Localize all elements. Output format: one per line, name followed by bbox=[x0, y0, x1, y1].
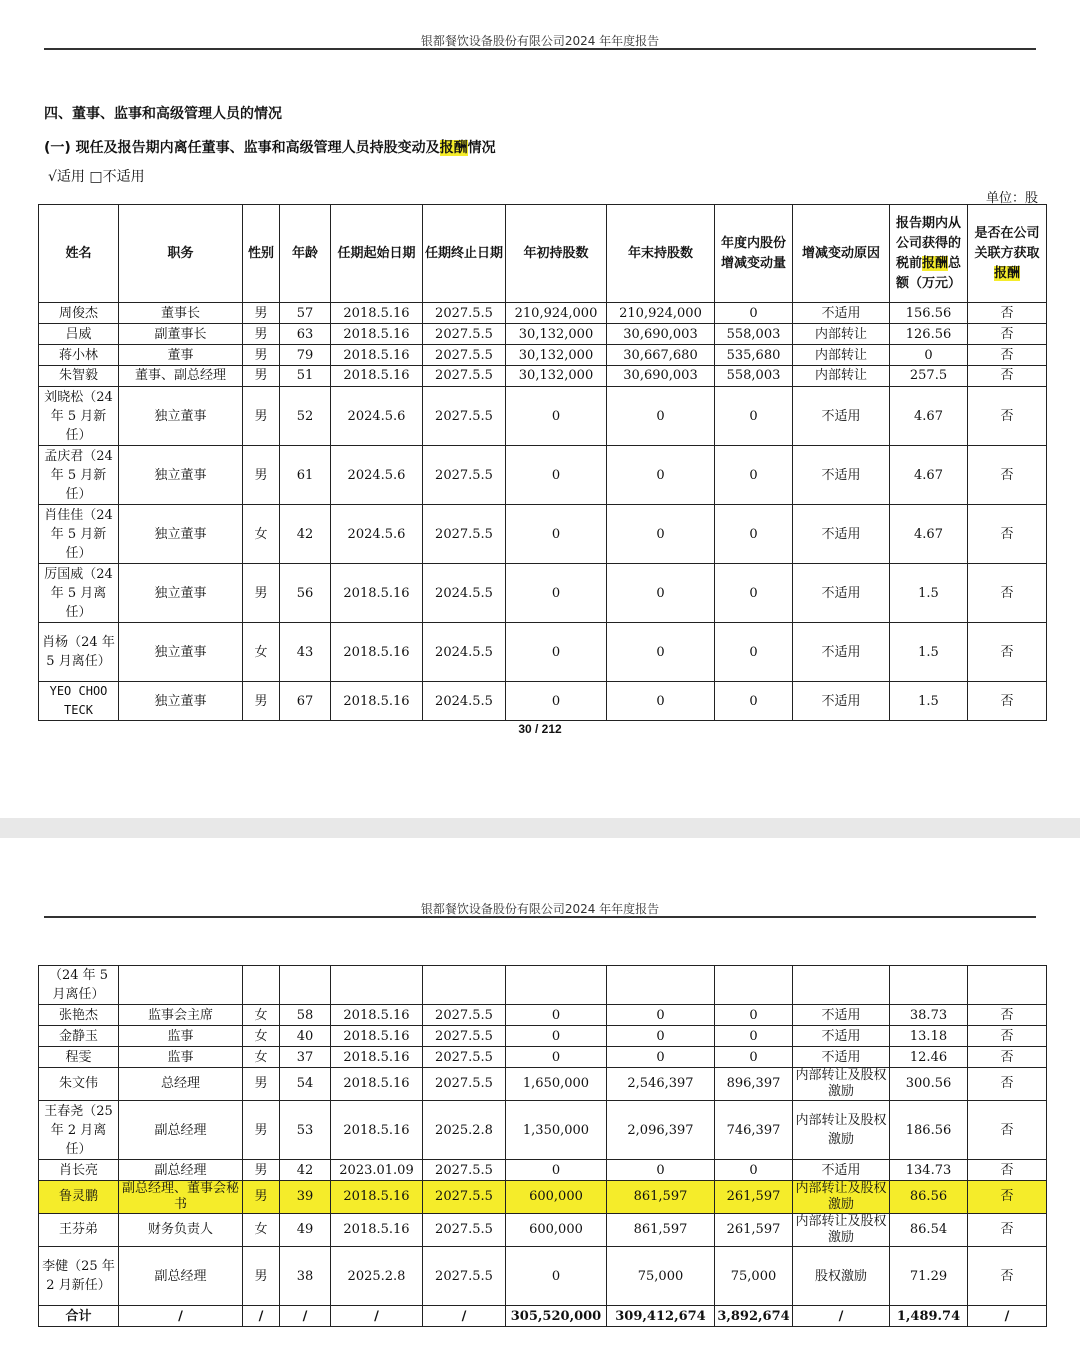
table-cell: 0 bbox=[607, 623, 715, 682]
table-cell: 男 bbox=[243, 1101, 280, 1160]
table-cell: 董事、副总经理 bbox=[119, 366, 243, 387]
table-cell: 861,597 bbox=[607, 1214, 715, 1247]
table-cell: 2018.5.16 bbox=[331, 324, 423, 345]
table-cell: 30,132,000 bbox=[506, 324, 607, 345]
related-label-a: 是否在公司关联方获取 bbox=[974, 225, 1040, 261]
table-cell: 副总经理 bbox=[119, 1101, 243, 1160]
shareholding-table-part1 bbox=[38, 204, 1047, 721]
table-cell: 0 bbox=[506, 564, 607, 623]
table-cell: 0 bbox=[715, 446, 793, 505]
table-cell: 否 bbox=[968, 446, 1047, 505]
table-cell: 0 bbox=[607, 505, 715, 564]
table-cell: 0 bbox=[506, 682, 607, 721]
table-cell: 不适用 bbox=[793, 682, 890, 721]
table-cell: 71.29 bbox=[890, 1247, 968, 1306]
table-cell: 朱智毅 bbox=[39, 366, 119, 387]
pay-label-b: 总额（万元） bbox=[895, 255, 962, 291]
table-cell: 0 bbox=[715, 1026, 793, 1047]
table-cell: 程雯 bbox=[39, 1047, 119, 1068]
table-cell: 内部转让 bbox=[793, 324, 890, 345]
table-row bbox=[39, 1068, 1047, 1101]
table-cell: 2027.5.5 bbox=[423, 1068, 506, 1101]
table-cell: 内部转让 bbox=[793, 345, 890, 366]
table-cell: 2027.5.5 bbox=[423, 366, 506, 387]
table-cell: 38.73 bbox=[890, 1005, 968, 1026]
table-cell: 57 bbox=[280, 303, 331, 324]
table-cell: 37 bbox=[280, 1047, 331, 1068]
table-cell: 2024.5.6 bbox=[331, 505, 423, 564]
table-cell: 2018.5.16 bbox=[331, 1068, 423, 1101]
table-cell: 吕威 bbox=[39, 324, 119, 345]
table-cell: 2025.2.8 bbox=[331, 1247, 423, 1306]
table-cell: 2025.2.8 bbox=[423, 1101, 506, 1160]
table-cell: 不适用 bbox=[793, 1026, 890, 1047]
total-cell: / bbox=[243, 1306, 280, 1327]
table-cell: 周俊杰 bbox=[39, 303, 119, 324]
col-header-shares-end: 年末持股数 bbox=[607, 205, 715, 303]
table-cell: 2018.5.16 bbox=[331, 1047, 423, 1068]
table-cell: 2027.5.5 bbox=[423, 1005, 506, 1026]
table-cell: 0 bbox=[715, 564, 793, 623]
table-cell: 261,597 bbox=[715, 1214, 793, 1247]
table-cell: 67 bbox=[280, 682, 331, 721]
table-cell: 董事长 bbox=[119, 303, 243, 324]
table-cell: 不适用 bbox=[793, 387, 890, 446]
table-cell: 否 bbox=[968, 324, 1047, 345]
table-cell: 2018.5.16 bbox=[331, 1181, 423, 1214]
pay-highlight: 报酬 bbox=[921, 255, 948, 271]
table-cell: 0 bbox=[506, 1160, 607, 1181]
col-header-reason: 增减变动原因 bbox=[793, 205, 890, 303]
table-cell: 厉国威（24 年 5 月离任） bbox=[39, 564, 119, 623]
table-cell: 2027.5.5 bbox=[423, 1026, 506, 1047]
table-cell: YEO CHOO TECK bbox=[39, 682, 119, 721]
table-row bbox=[39, 623, 1047, 682]
table-row bbox=[39, 324, 1047, 345]
pay-label-a: 报告期内从公司获得的税前 bbox=[895, 215, 961, 271]
table-cell: 女 bbox=[243, 1047, 280, 1068]
subsection-heading bbox=[44, 137, 496, 157]
table-row bbox=[39, 446, 1047, 505]
table-cell: 0 bbox=[506, 623, 607, 682]
table-row bbox=[39, 366, 1047, 387]
table-cell: 独立董事 bbox=[119, 682, 243, 721]
col-header-pay bbox=[890, 205, 968, 303]
table-cell: 300.56 bbox=[890, 1068, 968, 1101]
table-cell: 女 bbox=[243, 623, 280, 682]
table-cell: 刘晓松（24 年 5 月新任） bbox=[39, 387, 119, 446]
table-cell: 600,000 bbox=[506, 1181, 607, 1214]
table-cell: 内部转让及股权激励 bbox=[793, 1068, 890, 1101]
table-cell: 总经理 bbox=[119, 1068, 243, 1101]
table-cell: 156.56 bbox=[890, 303, 968, 324]
table-cell: 不适用 bbox=[793, 505, 890, 564]
total-cell: / bbox=[119, 1306, 243, 1327]
table-cell: 独立董事 bbox=[119, 446, 243, 505]
table-cell: 86.56 bbox=[890, 1181, 968, 1214]
page-gap bbox=[0, 818, 1080, 838]
table-cell: 否 bbox=[968, 1247, 1047, 1306]
table-row bbox=[39, 345, 1047, 366]
table-cell: 134.73 bbox=[890, 1160, 968, 1181]
table-cell: 男 bbox=[243, 303, 280, 324]
table-cell: 61 bbox=[280, 446, 331, 505]
table-cell: 30,690,003 bbox=[607, 366, 715, 387]
table-cell: 2027.5.5 bbox=[423, 324, 506, 345]
table-cell: 男 bbox=[243, 1247, 280, 1306]
table-cell: 王春尧（25 年 2 月离任） bbox=[39, 1101, 119, 1160]
table-cell: 副董事长 bbox=[119, 324, 243, 345]
table-cell: 2027.5.5 bbox=[423, 1214, 506, 1247]
table-row bbox=[39, 1181, 1047, 1214]
table-cell: 女 bbox=[243, 1005, 280, 1026]
table-cell: 男 bbox=[243, 1181, 280, 1214]
table-cell: 不适用 bbox=[793, 1047, 890, 1068]
table-cell: 2024.5.5 bbox=[423, 623, 506, 682]
section-heading: 四、董事、监事和高级管理人员的情况 bbox=[44, 106, 282, 122]
table-cell: 男 bbox=[243, 446, 280, 505]
table-cell: 2027.5.5 bbox=[423, 387, 506, 446]
related-highlight: 报酬 bbox=[993, 265, 1020, 281]
table-cell: 2027.5.5 bbox=[423, 1247, 506, 1306]
table-cell: 861,597 bbox=[607, 1181, 715, 1214]
table-cell: 肖佳佳（24 年 5 月新任） bbox=[39, 505, 119, 564]
table-row bbox=[39, 1214, 1047, 1247]
table-cell: 2018.5.16 bbox=[331, 623, 423, 682]
table-row bbox=[39, 564, 1047, 623]
table-cell: 独立董事 bbox=[119, 387, 243, 446]
table-cell: 0 bbox=[506, 1247, 607, 1306]
table-cell: 内部转让及股权激励 bbox=[793, 1101, 890, 1160]
table-cell: 2027.5.5 bbox=[423, 505, 506, 564]
header-divider-2 bbox=[44, 916, 1036, 918]
table-cell: 746,397 bbox=[715, 1101, 793, 1160]
table-cell: 否 bbox=[968, 387, 1047, 446]
table-cell: 2023.01.09 bbox=[331, 1160, 423, 1181]
table-cell: 独立董事 bbox=[119, 623, 243, 682]
page-number: 30 / 212 bbox=[518, 722, 562, 736]
table-cell: 1.5 bbox=[890, 623, 968, 682]
table-cell: 2024.5.6 bbox=[331, 387, 423, 446]
table-cell: 不适用 bbox=[793, 1160, 890, 1181]
table-cell: 2027.5.5 bbox=[423, 303, 506, 324]
table-cell: 0 bbox=[715, 623, 793, 682]
table-cell: 副总经理 bbox=[119, 1247, 243, 1306]
col-header-related bbox=[968, 205, 1047, 303]
table-cell: 13.18 bbox=[890, 1026, 968, 1047]
table-cell: 126.56 bbox=[890, 324, 968, 345]
table-cell: 86.54 bbox=[890, 1214, 968, 1247]
table-cell: 210,924,000 bbox=[506, 303, 607, 324]
table-row bbox=[39, 682, 1047, 721]
table-cell: 独立董事 bbox=[119, 564, 243, 623]
table-cell: 0 bbox=[506, 446, 607, 505]
table-cell: 210,924,000 bbox=[607, 303, 715, 324]
table-cell: 0 bbox=[607, 387, 715, 446]
table-row bbox=[39, 1026, 1047, 1047]
table-cell: 1.5 bbox=[890, 564, 968, 623]
table-cell: 否 bbox=[968, 505, 1047, 564]
table-cell: 4.67 bbox=[890, 387, 968, 446]
table-cell: 1.5 bbox=[890, 682, 968, 721]
table-cell: 2018.5.16 bbox=[331, 345, 423, 366]
table-cell: 监事 bbox=[119, 1026, 243, 1047]
table-cell: 600,000 bbox=[506, 1214, 607, 1247]
table-cell: 2,546,397 bbox=[607, 1068, 715, 1101]
table-cell: 53 bbox=[280, 1101, 331, 1160]
table-cell: 监事 bbox=[119, 1047, 243, 1068]
table-cell: 1,350,000 bbox=[506, 1101, 607, 1160]
table-cell: 38 bbox=[280, 1247, 331, 1306]
table-cell: 0 bbox=[607, 1026, 715, 1047]
table-cell: 42 bbox=[280, 1160, 331, 1181]
table-cell: 否 bbox=[968, 1160, 1047, 1181]
table-cell: 王芬弟 bbox=[39, 1214, 119, 1247]
table-cell: 79 bbox=[280, 345, 331, 366]
table-cell: 63 bbox=[280, 324, 331, 345]
table-cell: 否 bbox=[968, 366, 1047, 387]
table-cell: 张艳杰 bbox=[39, 1005, 119, 1026]
table-cell: 30,132,000 bbox=[506, 366, 607, 387]
table-cell: 2027.5.5 bbox=[423, 345, 506, 366]
table-row bbox=[39, 1047, 1047, 1068]
table-cell: 2018.5.16 bbox=[331, 1101, 423, 1160]
table-cell: 内部转让 bbox=[793, 366, 890, 387]
table-cell: 不适用 bbox=[793, 623, 890, 682]
page-header-title: 银都餐饮设备股份有限公司2024 年年度报告 bbox=[420, 34, 660, 48]
shareholding-table-part2 bbox=[38, 965, 1047, 1327]
total-cell: 305,520,000 bbox=[506, 1306, 607, 1327]
table-cell: 肖杨（24 年 5 月离任） bbox=[39, 623, 119, 682]
col-header-change: 年度内股份增减变动量 bbox=[715, 205, 793, 303]
table-cell: 副总经理 bbox=[119, 1160, 243, 1181]
table-cell: 鲁灵鹏 bbox=[39, 1181, 119, 1214]
table-cell: 否 bbox=[968, 303, 1047, 324]
table-cell: 2024.5.6 bbox=[331, 446, 423, 505]
table-cell: 独立董事 bbox=[119, 505, 243, 564]
page-header-title-2: 银都餐饮设备股份有限公司2024 年年度报告 bbox=[420, 902, 660, 916]
table-cell: 否 bbox=[968, 1181, 1047, 1214]
table-cell: 42 bbox=[280, 505, 331, 564]
table-cell: 0 bbox=[607, 564, 715, 623]
subsection-suffix: 情况 bbox=[467, 140, 496, 156]
table-cell: 261,597 bbox=[715, 1181, 793, 1214]
col-header-end: 任期终止日期 bbox=[423, 205, 506, 303]
table-cell: 内部转让及股权激励 bbox=[793, 1214, 890, 1247]
table-cell: 男 bbox=[243, 366, 280, 387]
total-cell: / bbox=[331, 1306, 423, 1327]
table-cell: 2018.5.16 bbox=[331, 366, 423, 387]
unit-label: 单位：股 bbox=[985, 191, 1038, 206]
table-cell: 男 bbox=[243, 1160, 280, 1181]
table-cell: 558,003 bbox=[715, 366, 793, 387]
table-cell: 0 bbox=[715, 303, 793, 324]
table-cell: 2,096,397 bbox=[607, 1101, 715, 1160]
table-cell: 30,690,003 bbox=[607, 324, 715, 345]
table-cell: 2024.5.5 bbox=[423, 682, 506, 721]
table-cell: 58 bbox=[280, 1005, 331, 1026]
table-cell: 75,000 bbox=[715, 1247, 793, 1306]
table-row bbox=[39, 1247, 1047, 1306]
table-cell: 否 bbox=[968, 345, 1047, 366]
applicable-checkbox-line: √适用 □不适用 bbox=[48, 169, 145, 185]
table-cell: 李健（25 年 2 月新任） bbox=[39, 1247, 119, 1306]
table-cell: 否 bbox=[968, 1047, 1047, 1068]
table-cell: 0 bbox=[715, 682, 793, 721]
table-body-part2 bbox=[39, 1005, 1047, 1327]
table-cell: 0 bbox=[607, 682, 715, 721]
table-cell: 558,003 bbox=[715, 324, 793, 345]
table-cell: 75,000 bbox=[607, 1247, 715, 1306]
table-cell: 否 bbox=[968, 564, 1047, 623]
table-cell: 0 bbox=[607, 1160, 715, 1181]
table-cell: 不适用 bbox=[793, 1005, 890, 1026]
table-cell: 股权激励 bbox=[793, 1247, 890, 1306]
table-cell: 内部转让及股权激励 bbox=[793, 1181, 890, 1214]
table-cell: 朱文伟 bbox=[39, 1068, 119, 1101]
table-cell: 49 bbox=[280, 1214, 331, 1247]
table-cell: 1,650,000 bbox=[506, 1068, 607, 1101]
total-cell: 1,489.74 bbox=[890, 1306, 968, 1327]
header-divider bbox=[44, 48, 1036, 50]
total-cell: 309,412,674 bbox=[607, 1306, 715, 1327]
table-cell: 蒋小林 bbox=[39, 345, 119, 366]
table-cell: 不适用 bbox=[793, 564, 890, 623]
table-cell: 男 bbox=[243, 345, 280, 366]
table-cell: 0 bbox=[506, 387, 607, 446]
table-cell: 40 bbox=[280, 1026, 331, 1047]
table-cell: 2018.5.16 bbox=[331, 303, 423, 324]
table-row bbox=[39, 1005, 1047, 1026]
table-row bbox=[39, 505, 1047, 564]
table-cell: 0 bbox=[715, 1047, 793, 1068]
table-cell: 否 bbox=[968, 1005, 1047, 1026]
total-cell: / bbox=[423, 1306, 506, 1327]
table-cell: 男 bbox=[243, 1068, 280, 1101]
table-cell: 男 bbox=[243, 387, 280, 446]
table-cell: 186.56 bbox=[890, 1101, 968, 1160]
table-cell: 副总经理、董事会秘书 bbox=[119, 1181, 243, 1214]
report-page-31 bbox=[0, 838, 1080, 1364]
table-cell: 56 bbox=[280, 564, 331, 623]
table-cell: 2018.5.16 bbox=[331, 1005, 423, 1026]
table-cell: 4.67 bbox=[890, 505, 968, 564]
table-cell: 0 bbox=[890, 345, 968, 366]
table-cell: 男 bbox=[243, 564, 280, 623]
total-cell: / bbox=[280, 1306, 331, 1327]
table-cell: 2018.5.16 bbox=[331, 682, 423, 721]
table-row bbox=[39, 1101, 1047, 1160]
table-cell: 女 bbox=[243, 1214, 280, 1247]
table-cell: 2027.5.5 bbox=[423, 1181, 506, 1214]
table-cell: 肖长亮 bbox=[39, 1160, 119, 1181]
table-cell: 257.5 bbox=[890, 366, 968, 387]
table-cell: 4.67 bbox=[890, 446, 968, 505]
table-cell: 51 bbox=[280, 366, 331, 387]
table-cell: 535,680 bbox=[715, 345, 793, 366]
table-cell: 男 bbox=[243, 682, 280, 721]
table-cell: 否 bbox=[968, 1068, 1047, 1101]
table-cell: 0 bbox=[506, 505, 607, 564]
table-cell: 董事 bbox=[119, 345, 243, 366]
table-cell: 30,667,680 bbox=[607, 345, 715, 366]
table-cell: 金静玉 bbox=[39, 1026, 119, 1047]
table-cell: 52 bbox=[280, 387, 331, 446]
table-cell: 39 bbox=[280, 1181, 331, 1214]
continued-note: （24 年 5 月离任） bbox=[39, 966, 119, 1005]
table-row bbox=[39, 387, 1047, 446]
total-row bbox=[39, 1306, 1047, 1327]
continued-row bbox=[39, 966, 1047, 1005]
total-cell: / bbox=[793, 1306, 890, 1327]
subsection-prefix: (一) 现任及报告期内离任董事、监事和高级管理人员持股变动及 bbox=[44, 140, 440, 156]
table-cell: 30,132,000 bbox=[506, 345, 607, 366]
table-cell: 0 bbox=[506, 1026, 607, 1047]
table-row bbox=[39, 303, 1047, 324]
table-cell: 不适用 bbox=[793, 446, 890, 505]
table-cell: 孟庆君（24 年 5 月新任） bbox=[39, 446, 119, 505]
table-cell: 2018.5.16 bbox=[331, 1026, 423, 1047]
table-cell: 896,397 bbox=[715, 1068, 793, 1101]
table-cell: 2027.5.5 bbox=[423, 1160, 506, 1181]
total-cell: / bbox=[968, 1306, 1047, 1327]
table-cell: 否 bbox=[968, 623, 1047, 682]
table-cell: 监事会主席 bbox=[119, 1005, 243, 1026]
table-cell: 0 bbox=[506, 1005, 607, 1026]
table-cell: 0 bbox=[715, 387, 793, 446]
table-cell: 否 bbox=[968, 1101, 1047, 1160]
table-cell: 0 bbox=[506, 1047, 607, 1068]
table-cell: 43 bbox=[280, 623, 331, 682]
highlight-mark: 报酬 bbox=[439, 140, 468, 156]
col-header-title: 职务 bbox=[119, 205, 243, 303]
table-cell: 女 bbox=[243, 505, 280, 564]
total-cell: 3,892,674 bbox=[715, 1306, 793, 1327]
table-cell: 0 bbox=[607, 446, 715, 505]
table-cell: 0 bbox=[715, 505, 793, 564]
table-cell: 男 bbox=[243, 324, 280, 345]
table-cell: 2027.5.5 bbox=[423, 1047, 506, 1068]
table-row bbox=[39, 1160, 1047, 1181]
col-header-shares-begin: 年初持股数 bbox=[506, 205, 607, 303]
col-header-age: 年龄 bbox=[280, 205, 331, 303]
table-cell: 否 bbox=[968, 682, 1047, 721]
table-body-part1 bbox=[39, 303, 1047, 721]
table-cell: 0 bbox=[715, 1160, 793, 1181]
col-header-name: 姓名 bbox=[39, 205, 119, 303]
col-header-start: 任期起始日期 bbox=[331, 205, 423, 303]
table-cell: 54 bbox=[280, 1068, 331, 1101]
table-header-row bbox=[39, 205, 1047, 303]
table-cell: 2027.5.5 bbox=[423, 446, 506, 505]
table-cell: 0 bbox=[715, 1005, 793, 1026]
col-header-gender: 性别 bbox=[243, 205, 280, 303]
table-cell: 0 bbox=[607, 1047, 715, 1068]
table-cell: 2018.5.16 bbox=[331, 564, 423, 623]
table-cell: 财务负责人 bbox=[119, 1214, 243, 1247]
table-cell: 0 bbox=[607, 1005, 715, 1026]
table-cell: 2024.5.5 bbox=[423, 564, 506, 623]
table-cell: 否 bbox=[968, 1214, 1047, 1247]
table-cell: 2018.5.16 bbox=[331, 1214, 423, 1247]
table-cell: 女 bbox=[243, 1026, 280, 1047]
total-cell: 合计 bbox=[39, 1306, 119, 1327]
table-cell: 12.46 bbox=[890, 1047, 968, 1068]
table-cell: 不适用 bbox=[793, 303, 890, 324]
table-cell: 否 bbox=[968, 1026, 1047, 1047]
